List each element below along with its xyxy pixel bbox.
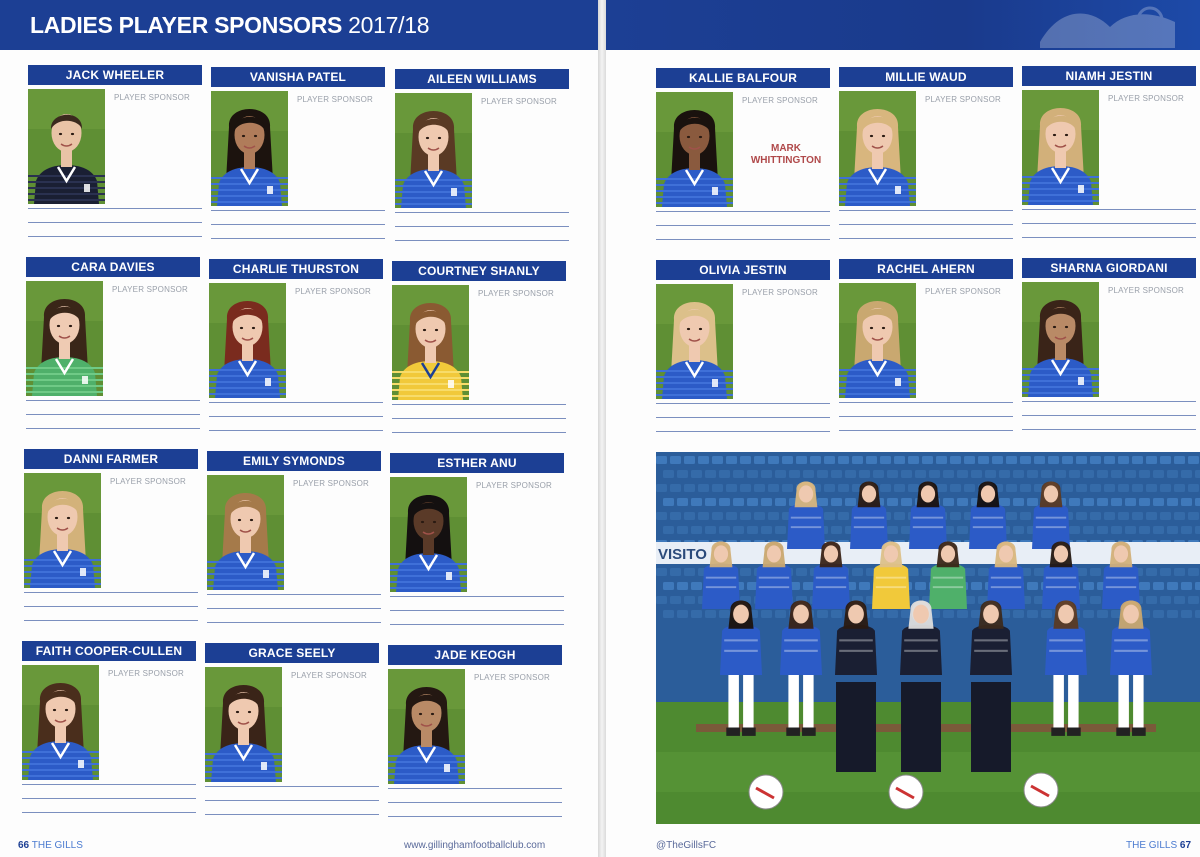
club-crest-watermark-icon <box>1030 2 1180 48</box>
sponsor-line <box>392 418 566 419</box>
player-card-emily-symonds <box>207 451 381 623</box>
player-photo <box>1022 90 1099 205</box>
sponsor-line <box>205 814 379 815</box>
right-footer <box>1126 840 1191 851</box>
sponsor-line <box>390 596 564 597</box>
right-page <box>606 0 1200 857</box>
player-photo <box>390 477 467 592</box>
team-photo-image <box>656 452 1200 824</box>
sponsor-line <box>1022 415 1196 416</box>
sponsor-line <box>1022 429 1196 430</box>
sponsor-line <box>209 402 383 403</box>
player-name: AILEEN WILLIAMS <box>395 69 569 89</box>
player-photo <box>1022 282 1099 397</box>
sponsor-line <box>388 802 562 803</box>
sponsor-line <box>395 240 569 241</box>
website-url[interactable]: www.gillinghamfootballclub.com <box>404 840 546 851</box>
player-card-vanisha-patel <box>211 67 385 239</box>
sponsor-label: PLAYER SPONSOR <box>293 479 370 488</box>
player-card-aileen-williams <box>395 69 569 241</box>
player-name: OLIVIA JESTIN <box>656 260 830 280</box>
player-name: JADE KEOGH <box>388 645 562 665</box>
sponsor-line <box>28 222 202 223</box>
player-name: NIAMH JESTIN <box>1022 66 1196 86</box>
player-photo <box>24 473 101 588</box>
player-photo <box>388 669 465 784</box>
player-photo-image <box>26 281 103 396</box>
sponsor-line <box>211 238 385 239</box>
sponsor-label: PLAYER SPONSOR <box>925 287 1002 296</box>
player-photo <box>211 91 288 206</box>
player-photo <box>22 665 99 780</box>
player-name: GRACE SEELY <box>205 643 379 663</box>
player-name: CHARLIE THURSTON <box>209 259 383 279</box>
sponsor-line <box>390 624 564 625</box>
sponsor-line <box>656 431 830 432</box>
player-photo <box>839 91 916 206</box>
sponsor-line <box>839 416 1013 417</box>
player-photo-image <box>388 669 465 784</box>
twitter-handle[interactable]: @TheGillsFC <box>656 840 717 851</box>
player-photo-image <box>656 284 733 399</box>
player-photo <box>205 667 282 782</box>
sponsor-label: PLAYER SPONSOR <box>295 287 372 296</box>
player-photo <box>656 284 733 399</box>
sponsor-line <box>24 592 198 593</box>
player-card-millie-waud <box>839 67 1013 239</box>
player-card-charlie-thurston <box>209 259 383 431</box>
sponsor-name: MARK WHITTINGTON <box>750 143 822 166</box>
player-name: JACK WHEELER <box>28 65 202 85</box>
player-card-faith-cooper-cullen <box>22 641 196 813</box>
player-card-jack-wheeler <box>28 65 202 237</box>
title-banner <box>0 0 600 50</box>
player-photo-image <box>839 91 916 206</box>
sponsor-label: PLAYER SPONSOR <box>291 671 368 680</box>
sponsor-label: PLAYER SPONSOR <box>114 93 191 102</box>
sponsor-line <box>395 226 569 227</box>
sponsor-line <box>392 432 566 433</box>
sponsor-line <box>839 224 1013 225</box>
player-photo <box>26 281 103 396</box>
sponsor-line <box>22 784 196 785</box>
sponsor-line <box>207 608 381 609</box>
sponsor-label: PLAYER SPONSOR <box>476 481 553 490</box>
sponsor-line <box>656 239 830 240</box>
player-name: KALLIE BALFOUR <box>656 68 830 88</box>
player-photo <box>395 93 472 208</box>
sponsor-line <box>839 238 1013 239</box>
sponsor-label: PLAYER SPONSOR <box>474 673 551 682</box>
sponsor-line <box>28 236 202 237</box>
sponsor-line <box>28 208 202 209</box>
left-page-number: 66 <box>18 840 30 851</box>
player-name: FAITH COOPER-CULLEN <box>22 641 196 661</box>
sponsor-line <box>211 224 385 225</box>
left-footer <box>18 840 83 851</box>
player-photo-image <box>395 93 472 208</box>
page-title <box>30 12 429 39</box>
sponsor-line <box>388 788 562 789</box>
player-photo <box>209 283 286 398</box>
player-photo-image <box>205 667 282 782</box>
player-name: SHARNA GIORDANI <box>1022 258 1196 278</box>
player-photo <box>28 89 105 204</box>
player-photo-image <box>207 475 284 590</box>
player-photo <box>392 285 469 400</box>
player-photo-image <box>656 92 733 207</box>
player-name: COURTNEY SHANLY <box>392 261 566 281</box>
sponsor-line <box>1022 223 1196 224</box>
player-photo <box>207 475 284 590</box>
sponsor-line <box>24 620 198 621</box>
sponsor-line <box>390 610 564 611</box>
sponsor-line <box>392 404 566 405</box>
player-card-jade-keogh <box>388 645 562 817</box>
sponsor-line <box>656 211 830 212</box>
team-photo <box>656 452 1200 824</box>
player-photo-image <box>1022 282 1099 397</box>
player-name: MILLIE WAUD <box>839 67 1013 87</box>
sponsor-label: PLAYER SPONSOR <box>925 95 1002 104</box>
sponsor-label: PLAYER SPONSOR <box>110 477 187 486</box>
sponsor-line <box>388 816 562 817</box>
player-photo-image <box>211 91 288 206</box>
sponsor-label: PLAYER SPONSOR <box>297 95 374 104</box>
left-footer-brand: THE GILLS <box>31 840 83 851</box>
season-label: 2017/18 <box>348 12 430 38</box>
player-card-esther-anu <box>390 453 564 625</box>
player-card-niamh-jestin <box>1022 66 1196 238</box>
sponsor-line <box>207 594 381 595</box>
player-card-kallie-balfour <box>656 68 830 240</box>
sponsor-line <box>22 812 196 813</box>
player-photo-image <box>28 89 105 204</box>
player-photo <box>656 92 733 207</box>
sponsor-line <box>839 210 1013 211</box>
sponsor-line <box>205 800 379 801</box>
sponsor-line <box>1022 237 1196 238</box>
player-photo-image <box>390 477 467 592</box>
sponsor-label: PLAYER SPONSOR <box>478 289 555 298</box>
sponsor-line <box>656 417 830 418</box>
sponsor-line <box>211 210 385 211</box>
sponsor-line <box>656 225 830 226</box>
sponsor-line <box>1022 209 1196 210</box>
player-name: ESTHER ANU <box>390 453 564 473</box>
sponsor-label: PLAYER SPONSOR <box>742 96 819 105</box>
svg-text:VISITO: VISITO <box>658 546 707 563</box>
player-name: VANISHA PATEL <box>211 67 385 87</box>
right-page-number: 67 <box>1179 840 1192 851</box>
sponsor-line <box>839 430 1013 431</box>
sponsor-line <box>26 400 200 401</box>
sponsor-line <box>205 786 379 787</box>
player-card-danni-farmer <box>24 449 198 621</box>
sponsor-line <box>209 430 383 431</box>
sponsor-label: PLAYER SPONSOR <box>481 97 558 106</box>
top-banner <box>606 0 1200 50</box>
player-photo-image <box>209 283 286 398</box>
player-card-olivia-jestin <box>656 260 830 432</box>
sponsor-label: PLAYER SPONSOR <box>108 669 185 678</box>
sponsor-line <box>395 212 569 213</box>
sponsor-line <box>207 622 381 623</box>
player-photo-image <box>22 665 99 780</box>
player-name: CARA DAVIES <box>26 257 200 277</box>
player-card-grace-seely <box>205 643 379 815</box>
player-photo-image <box>24 473 101 588</box>
player-card-sharna-giordani <box>1022 258 1196 430</box>
player-photo-image <box>392 285 469 400</box>
sponsor-line <box>26 428 200 429</box>
player-card-rachel-ahern <box>839 259 1013 431</box>
sponsor-label: PLAYER SPONSOR <box>112 285 189 294</box>
player-name: RACHEL AHERN <box>839 259 1013 279</box>
player-card-courtney-shanly <box>392 261 566 433</box>
sponsor-label: PLAYER SPONSOR <box>742 288 819 297</box>
sponsor-line <box>839 402 1013 403</box>
sponsor-line <box>209 416 383 417</box>
player-card-cara-davies <box>26 257 200 429</box>
sponsor-line <box>22 798 196 799</box>
sponsor-line <box>26 414 200 415</box>
right-footer-brand: THE GILLS <box>1126 840 1178 851</box>
player-photo <box>839 283 916 398</box>
player-photo-image <box>839 283 916 398</box>
sponsor-label: PLAYER SPONSOR <box>1108 94 1185 103</box>
sponsor-line <box>24 606 198 607</box>
page-title-text: LADIES PLAYER SPONSORS <box>30 12 343 38</box>
player-name: EMILY SYMONDS <box>207 451 381 471</box>
player-name: DANNI FARMER <box>24 449 198 469</box>
player-photo-image <box>1022 90 1099 205</box>
sponsor-label: PLAYER SPONSOR <box>1108 286 1185 295</box>
sponsor-line <box>656 403 830 404</box>
sponsor-line <box>1022 401 1196 402</box>
